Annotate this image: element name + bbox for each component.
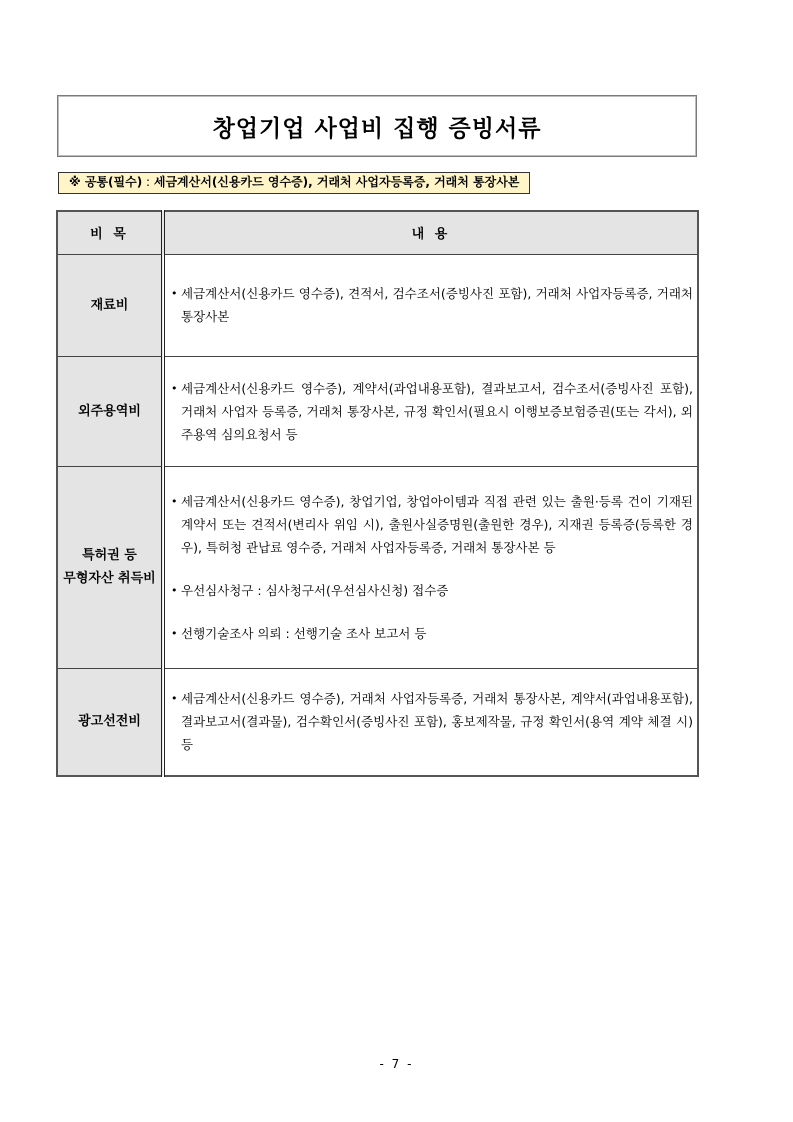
category-line: 외주용역비 bbox=[78, 403, 141, 419]
notice-prefix: ※ 공통(필수) bbox=[69, 175, 143, 189]
evidence-table bbox=[56, 210, 699, 777]
page-title: 창업기업 사업비 집행 증빙서류 bbox=[212, 115, 542, 142]
header-content: 내 용 bbox=[163, 211, 698, 254]
category-line: 특허권 등 bbox=[82, 548, 137, 563]
table-row bbox=[57, 466, 698, 668]
list-item: • 우선심사청구 : 심사청구서(우선심사신청) 접수증 bbox=[171, 579, 693, 602]
table-row bbox=[57, 254, 698, 356]
header-category: 비 목 bbox=[57, 211, 163, 254]
row-content bbox=[163, 254, 698, 356]
table-row bbox=[57, 356, 698, 466]
row-category bbox=[57, 254, 163, 356]
row-category bbox=[57, 668, 163, 776]
row-content bbox=[163, 466, 698, 668]
table-header-row bbox=[57, 211, 698, 254]
list-item: • 선행기술조사 의뢰 : 선행기술 조사 보고서 등 bbox=[171, 622, 693, 645]
row-content bbox=[163, 356, 698, 466]
list-item: • 세금계산서(신용카드 영수증), 창업기업, 창업아이템과 직접 관련 있는 출원·등록 건이 기재된 계약서 또는 견적서(변리사 위임 시), 출원사실증명원(출원한 경우), 지재권 등록증(등록한 경우), 특허청 관납료 영수증, 거래처 사업자등록증, 거래처 통장사본 등 bbox=[171, 490, 693, 559]
category-line: 재료비 bbox=[90, 297, 129, 313]
category-line: 광고선전비 bbox=[78, 714, 141, 730]
list-item: • 세금계산서(신용카드 영수증), 거래처 사업자등록증, 거래처 통장사본, 계약서(과업내용포함), 결과보고서(결과물), 검수확인서(증빙사진 포함), 홍보제작물, 규정 확인서(용역 계약 체결 시) 등 bbox=[171, 687, 693, 756]
notice-separator: : bbox=[142, 175, 154, 189]
notice-text: 세금계산서(신용카드 영수증), 거래처 사업자등록증, 거래처 통장사본 bbox=[153, 175, 520, 189]
row-category bbox=[57, 356, 163, 466]
table-row bbox=[57, 668, 698, 776]
list-item: • 세금계산서(신용카드 영수증), 계약서(과업내용포함), 결과보고서, 검수조서(증빙사진 포함), 거래처 사업자 등록증, 거래처 통장사본, 규정 확인서(필요시 이행보증보험증권(또는 각서), 외주용역 심의요청서 등 bbox=[171, 377, 693, 446]
list-item: • 세금계산서(신용카드 영수증), 견적서, 검수조서(증빙사진 포함), 거래처 사업자등록증, 거래처 통장사본 bbox=[171, 282, 693, 328]
common-required-notice bbox=[58, 172, 530, 194]
page-number: - 7 - bbox=[379, 1057, 414, 1071]
row-category bbox=[57, 466, 163, 668]
category-line: 무형자산 취득비 bbox=[63, 571, 156, 586]
title-box bbox=[57, 95, 697, 157]
row-content bbox=[163, 668, 698, 776]
